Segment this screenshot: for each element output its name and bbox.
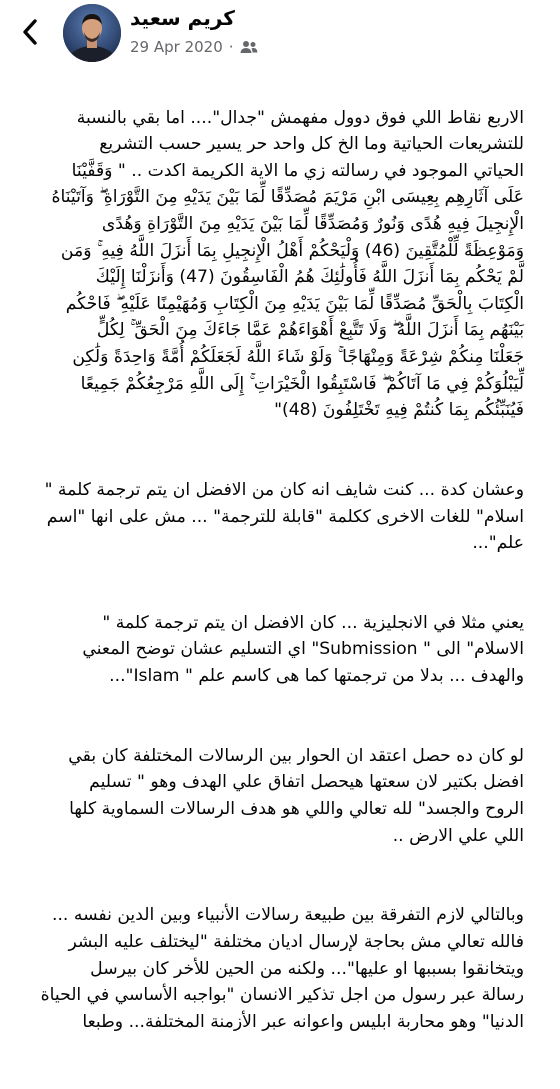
author-name[interactable]: كريم سعيد: [130, 6, 235, 30]
post-paragraph: وعشان كدة ... كنت شايف انه كان من الافضل ان يتم ترجمة كلمة " اسلام" للغات الاخرى ككلمة "قابلة للترجمة" ... مش على انها "اسم علم"...: [44, 479, 524, 554]
post-body: [38, 78, 524, 1089]
friends-icon: [240, 40, 258, 54]
profile-photo: [63, 4, 121, 62]
meta-separator: ·: [228, 38, 234, 56]
post-paragraph: يعني مثلا في الانجليزية ... كان الافضل ان يتم ترجمة كلمة " الاسلام" الى " Submission" اي التسليم عشان توضح المعني والهدف ... بدلا من ترجمتها كما هى كاسم علم " Islam"...: [82, 612, 524, 687]
avatar[interactable]: [63, 4, 121, 62]
chevron-left-icon: [22, 19, 38, 45]
post-header: [0, 0, 560, 68]
post-meta: [130, 38, 258, 56]
post-paragraph: الاربع نقاط اللي فوق دوول مفهمش "جدال".... اما بقي بالنسبة للتشريعات الحياتية وما الخ كل واحد حر يسير حسب التشريع الحياتي الموجود في رسالته زي ما الاية الكريمة اكدت .. " وَقَفَّيْنَا عَلَى آثَارِهِم بِعِيسَى ابْنِ مَرْيَمَ مُصَدِّقًا لِّمَا بَيْنَ يَدَيْهِ مِنَ التَّوْرَاةِ ۖ وَآتَيْنَاهُ الْإِنجِيلَ فِيهِ هُدًى وَنُورٌ وَمُصَدِّقًا لِّمَا بَيْنَ يَدَيْهِ مِنَ التَّوْرَاةِ وَهُدًى وَمَوْعِظَةً لِّلْمُتَّقِينَ (46) وَلْيَحْكُمْ أَهْلُ الْإِنجِيلِ بِمَا أَنزَلَ اللَّهُ فِيهِ ۚ وَمَن لَّمْ يَحْكُم بِمَا أَنزَلَ اللَّهُ فَأُولَٰئِكَ هُمُ الْفَاسِقُونَ (47) وَأَنزَلْنَا إِلَيْكَ الْكِتَابَ بِالْحَقِّ مُصَدِّقًا لِّمَا بَيْنَ يَدَيْهِ مِنَ الْكِتَابِ وَمُهَيْمِنًا عَلَيْهِ ۖ فَاحْكُم بَيْنَهُم بِمَا أَنزَلَ اللَّهُ ۖ وَلَا تَتَّبِعْ أَهْوَاءَهُمْ عَمَّا جَاءَكَ مِنَ الْحَقِّ ۚ لِكُلٍّ جَعَلْنَا مِنكُمْ شِرْعَةً وَمِنْهَاجًا ۚ وَلَوْ شَاءَ اللَّهُ لَجَعَلَكُمْ أُمَّةً وَاحِدَةً وَلَٰكِن لِّيَبْلُوَكُمْ فِي مَا آتَاكُمْ ۖ فَاسْتَبِقُوا الْخَيْرَاتِ ۚ إِلَى اللَّهِ مَرْجِعُكُمْ جَمِيعًا فَيُنَبِّئُكُم بِمَا كُنتُمْ فِيهِ تَخْتَلِفُونَ (48)": [51, 107, 524, 421]
post-date[interactable]: 29 Apr 2020: [130, 38, 223, 56]
back-button[interactable]: [16, 14, 44, 50]
post-paragraph: وبالتالي لازم التفرقة بين طبيعة رسالات الأنبياء وبين الدين نفسه ... فالله تعالي مش بحاجة لإرسال اديان مختلفة "ليختلف عليه البشر ويتخانقوا بسببها او عليها"... ولكنه من الحين للأخر كان بيرسل رسالة عبر رسول من اجل تذكير الانسان "بواجبه الأساسي في الحياة الدنيا" وهو محاربة ابليس واعوانه عبر الأزمنة المختلفة... وطبعا: [40, 905, 524, 1032]
post-paragraph: لو كان ده حصل اعتقد ان الحوار بين الرسالات المختلفة كان بقي افضل بكتير لان سعتها هيحصل اتفاق علي الهدف وهو " تسليم الروح والجسد" لله تعالي واللي هو هدف الرسالات السماوية كلها اللي علي الارض ..: [68, 745, 524, 846]
